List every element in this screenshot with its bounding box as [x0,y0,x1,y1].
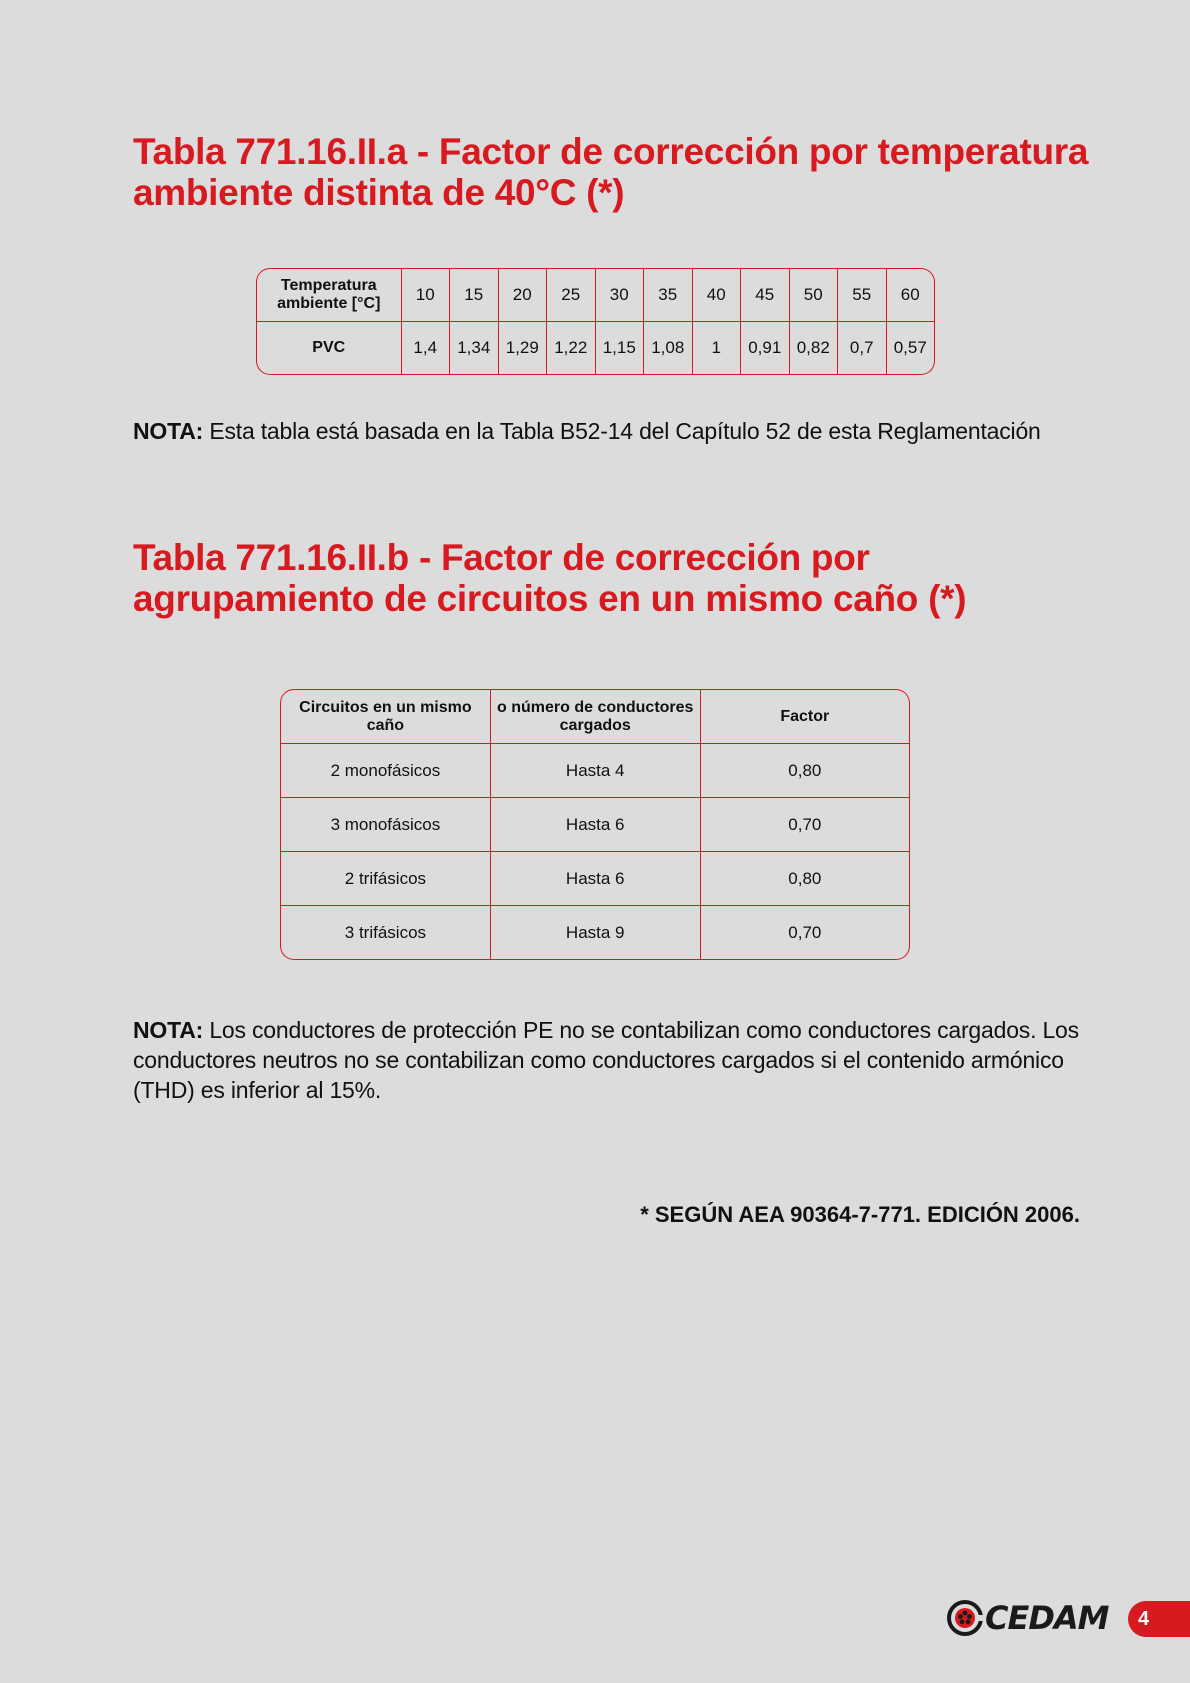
factor-cell: 0,7 [838,322,887,375]
column-header: Factor [701,689,910,744]
factor-cell: 1,4 [402,322,451,375]
factor-cell: 0,82 [790,322,839,375]
factor-cell: 1,34 [450,322,499,375]
factor-cell: 1,15 [596,322,645,375]
cable-cross-section-icon [947,1600,983,1636]
table-row [256,268,935,322]
cedam-logo [947,1600,1109,1636]
note-label: NOTA: [133,418,204,444]
factor-cell: 0,80 [701,852,910,906]
note-b [133,1015,1093,1105]
temperature-cell: 30 [596,268,645,322]
page-number: 4 [1138,1607,1150,1630]
table-row [280,744,910,798]
temperature-cell: 40 [693,268,742,322]
note-text: Los conductores de protección PE no se contabilizan como conductores cargados. Los conductores neutros no se contabilizan como conductores cargados si el contenido armónico (THD) es inferior al 15%. [133,1017,1079,1103]
circuits-cell: 3 trifásicos [280,906,491,960]
circuits-cell: 2 trifásicos [280,852,491,906]
temperature-cell: 60 [887,268,936,322]
temperature-cell: 50 [790,268,839,322]
table-row [280,798,910,852]
factor-cell: 0,80 [701,744,910,798]
temperature-cell: 45 [741,268,790,322]
temperature-cell: 20 [499,268,548,322]
table-row [280,906,910,960]
logo-text: CEDAM [985,1599,1109,1637]
temperature-cell: 25 [547,268,596,322]
column-header: o número de conductores cargados [491,689,701,744]
source-reference: * SEGÚN AEA 90364-7-771. EDICIÓN 2006. [640,1202,1080,1227]
circuits-cell: 3 monofásicos [280,798,491,852]
factor-cell: 1,29 [499,322,548,375]
table-row [256,322,935,375]
note-a [133,416,1093,446]
page-number-badge [1128,1601,1190,1637]
temperature-cell: 55 [838,268,887,322]
factor-cell: 1,22 [547,322,596,375]
note-text: Esta tabla está basada en la Tabla B52-14 del Capítulo 52 de esta Reglamentación [203,418,1041,444]
note-label: NOTA: [133,1017,204,1043]
conductors-cell: Hasta 9 [491,906,701,960]
factor-cell: 0,91 [741,322,790,375]
conductors-cell: Hasta 6 [491,798,701,852]
grouping-correction-table [280,689,910,960]
conductors-cell: Hasta 6 [491,852,701,906]
conductors-cell: Hasta 4 [491,744,701,798]
factor-cell: 1 [693,322,742,375]
table-a-title: Tabla 771.16.II.a - Factor de corrección por temperatura ambiente distinta de 40°C (*) [133,131,1089,213]
factor-cell: 0,70 [701,798,910,852]
temperature-correction-table [256,268,935,375]
temperature-cell: 15 [450,268,499,322]
temperature-cell: 35 [644,268,693,322]
table-b-title: Tabla 771.16.II.b - Factor de corrección por agrupamiento de circuitos en un mismo caño (*) [133,537,967,619]
column-header: Circuitos en un mismo caño [280,689,491,744]
factor-cell: 0,57 [887,322,936,375]
table-header-row [280,689,910,744]
pvc-row-label: PVC [256,322,402,375]
temperature-header-cell: Temperatura ambiente [°C] [256,268,402,322]
table-row [280,852,910,906]
circuits-cell: 2 monofásicos [280,744,491,798]
factor-cell: 1,08 [644,322,693,375]
factor-cell: 0,70 [701,906,910,960]
temperature-cell: 10 [402,268,451,322]
